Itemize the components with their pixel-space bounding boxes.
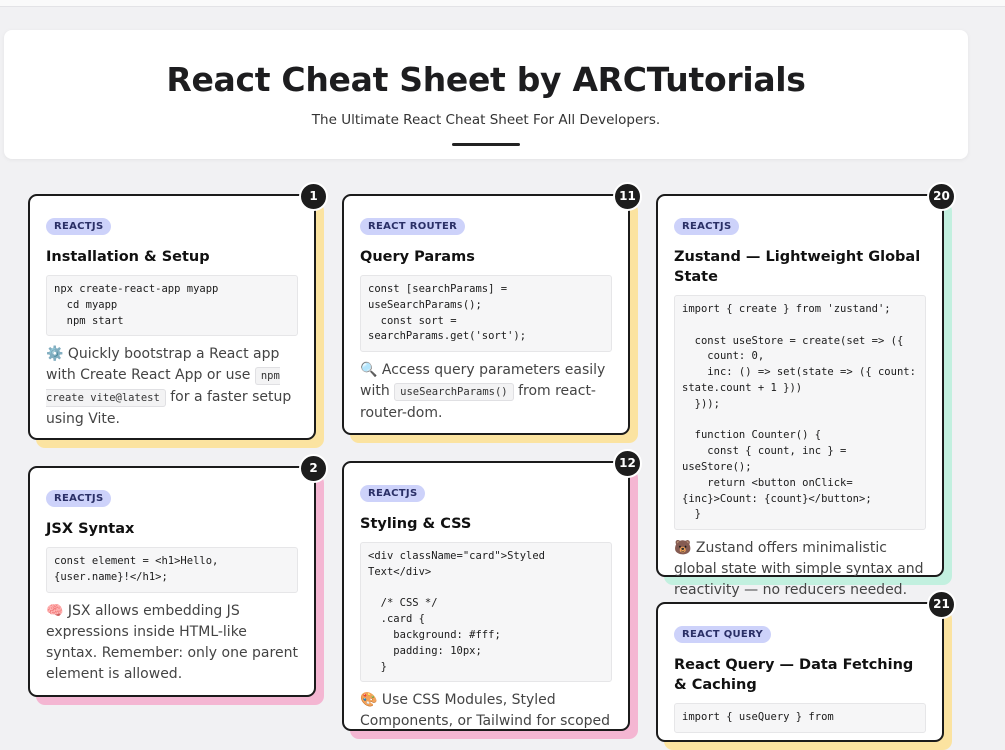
card-body: [656, 194, 944, 599]
card-description: 🔍 Access query parameters easily with useSearchParams() from react-router-dom.: [360, 362, 606, 422]
code-block: <div className="card">Styled Text</div> /* CSS */ .card { background: #fff; padding: 10px; }: [360, 542, 612, 682]
card-description: 🧠 JSX allows embedding JS expressions inside HTML-like syntax. Remember: only one parent element is allowed.: [46, 602, 298, 682]
card-tag: REACTJS: [360, 485, 425, 502]
inline-code: npm create vite@latest: [46, 367, 280, 407]
card-description: 🐻 Zustand offers minimalistic global state with simple syntax and reactivity — no reducers needed.: [674, 540, 924, 599]
card-title: Installation & Setup: [46, 249, 210, 265]
card-tag: REACTJS: [46, 218, 111, 235]
card-body: [656, 602, 944, 742]
card-query-params[interactable]: [342, 189, 636, 435]
card-number-badge: 12: [613, 449, 642, 478]
code-block: import { create } from 'zustand'; const useStore = create(set => ({ count: 0, inc: () => set(state => ({ count: state.count + 1 })) })); function Counter() { const { count, inc } = useStore(); return <button onClick={inc}>Count: {count}</button>; }: [674, 295, 926, 530]
card-title: Styling & CSS: [360, 516, 472, 532]
code-block: const [searchParams] = useSearchParams(); const sort = searchParams.get('sort');: [360, 275, 612, 352]
card-tag: REACT QUERY: [674, 626, 771, 643]
card-tag: REACTJS: [674, 218, 739, 235]
card-tag: REACTJS: [46, 490, 111, 507]
card-title: Zustand — Lightweight Global State: [674, 249, 921, 285]
card-title: React Query — Data Fetching & Caching: [674, 657, 914, 693]
page-title: React Cheat Sheet by ARCTutorials: [166, 60, 806, 99]
card-description: ⚙️ Quickly bootstrap a React app with Create React App or use npm create vite@latest for a faster setup using Vite.: [46, 346, 292, 428]
card-body: [342, 194, 630, 435]
card-number-badge: 2: [299, 454, 328, 483]
card-body: [342, 461, 630, 731]
card-body: [28, 194, 316, 440]
card-tag: REACT ROUTER: [360, 218, 465, 235]
bear-icon: 🐻: [674, 540, 692, 557]
card-title: Query Params: [360, 249, 475, 265]
palette-icon: 🎨: [360, 692, 378, 709]
card-number-badge: 1: [299, 182, 328, 211]
page-header: [4, 30, 968, 159]
card-jsx-syntax[interactable]: [28, 461, 318, 697]
card-number-badge: 20: [927, 182, 956, 211]
card-title: JSX Syntax: [46, 521, 135, 537]
code-block: import { useQuery } from: [674, 703, 926, 733]
card-installation-setup[interactable]: [28, 189, 318, 440]
gear-icon: ⚙️: [46, 346, 64, 363]
card-styling-css[interactable]: [342, 456, 636, 731]
brain-icon: 🧠: [46, 602, 64, 619]
code-block: const element = <h1>Hello, {user.name}!</h1>;: [46, 547, 298, 593]
card-number-badge: 11: [613, 182, 642, 211]
card-description: 🎨 Use CSS Modules, Styled Components, or Tailwind for scoped: [360, 692, 611, 730]
code-block: npx create-react-app myapp cd myapp npm start: [46, 275, 298, 336]
magnifier-icon: 🔍: [360, 362, 378, 379]
browser-top-strip: [0, 0, 1005, 7]
card-number-badge: 21: [927, 590, 956, 619]
title-underline: [452, 143, 520, 146]
inline-code: useSearchParams(): [394, 383, 513, 401]
card-react-query[interactable]: [656, 597, 950, 742]
page-subtitle: The Ultimate React Cheat Sheet For All Developers.: [311, 112, 661, 128]
card-zustand[interactable]: [656, 189, 950, 599]
card-body: [28, 466, 316, 697]
